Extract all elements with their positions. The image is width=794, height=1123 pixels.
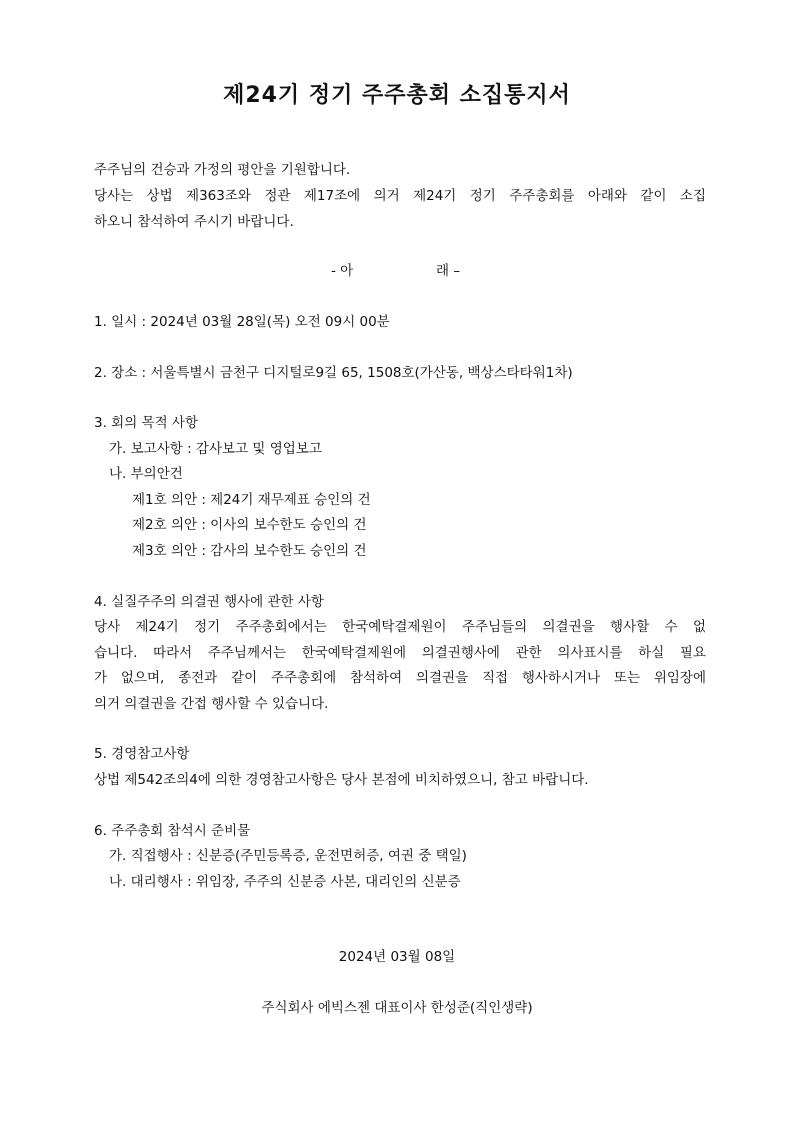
section-location: 2. 장소 : 서울특별시 금천구 디지털로9길 65, 1508호(가산동, 백상스타타워1차) bbox=[94, 365, 573, 381]
company-signature: 주식회사 에빅스젠 대표이사 한성준(직인생략) bbox=[261, 1000, 533, 1016]
document-title: 제24기 정기 주주총회 소집통지서 bbox=[223, 83, 571, 108]
voting-paragraph-line: 당사 제24기 정기 주주총회에서는 한국예탁결제원이 주주님들의 의결권을 행사할 수 없 bbox=[94, 619, 706, 635]
voting-paragraph-line: 가 없으며, 종전과 같이 주주총회에 참석하여 의결권을 직접 행사하시거나 또는 위임장에 bbox=[94, 670, 706, 686]
agenda-resolution-heading: 나. 부의안건 bbox=[109, 466, 183, 482]
agenda-item: 제1호 의안 : 제24기 재무제표 승인의 건 bbox=[132, 492, 371, 508]
below-marker-left: - 아 bbox=[331, 263, 354, 279]
notice-date: 2024년 03월 08일 bbox=[338, 949, 456, 965]
section-agenda-heading: 3. 회의 목적 사항 bbox=[94, 415, 198, 431]
preparation-direct: 가. 직접행사 : 신분증(주민등록증, 운전면허증, 여권 중 택일) bbox=[109, 848, 467, 864]
intro-line: 당사는 상법 제363조와 정관 제17조에 의거 제24기 정기 주주총회를 아래와 같이 소집 bbox=[94, 188, 706, 204]
preparation-proxy: 나. 대리행사 : 위임장, 주주의 신분증 사본, 대리인의 신분증 bbox=[109, 874, 461, 890]
voting-paragraph-line: 습니다. 따라서 주주님께서는 한국예탁결제원에 의결권행사에 관한 의사표시를 하실 필요 bbox=[94, 645, 706, 661]
intro-line: 하오니 참석하여 주시기 바랍니다. bbox=[94, 214, 294, 230]
section-date-time: 1. 일시 : 2024년 03월 28일(목) 오전 09시 00분 bbox=[94, 314, 390, 330]
section-preparation-heading: 6. 주주총회 참석시 준비물 bbox=[94, 823, 251, 839]
section-voting-heading: 4. 실질주주의 의결권 행사에 관한 사항 bbox=[94, 594, 324, 610]
agenda-item: 제3호 의안 : 감사의 보수한도 승인의 건 bbox=[132, 543, 367, 559]
greeting-line: 주주님의 건승과 가정의 평안을 기원합니다. bbox=[94, 162, 351, 178]
voting-paragraph-line: 의거 의결권을 간접 행사할 수 있습니다. bbox=[94, 696, 329, 712]
section-management-reference-heading: 5. 경영참고사항 bbox=[94, 746, 190, 762]
management-reference-text: 상법 제542조의4에 의한 경영참고사항은 당사 본점에 비치하였으니, 참고 바랍니다. bbox=[94, 772, 589, 788]
agenda-report-items: 가. 보고사항 : 감사보고 및 영업보고 bbox=[109, 441, 322, 457]
below-marker-right: 래 – bbox=[436, 263, 461, 279]
agenda-item: 제2호 의안 : 이사의 보수한도 승인의 건 bbox=[132, 517, 367, 533]
